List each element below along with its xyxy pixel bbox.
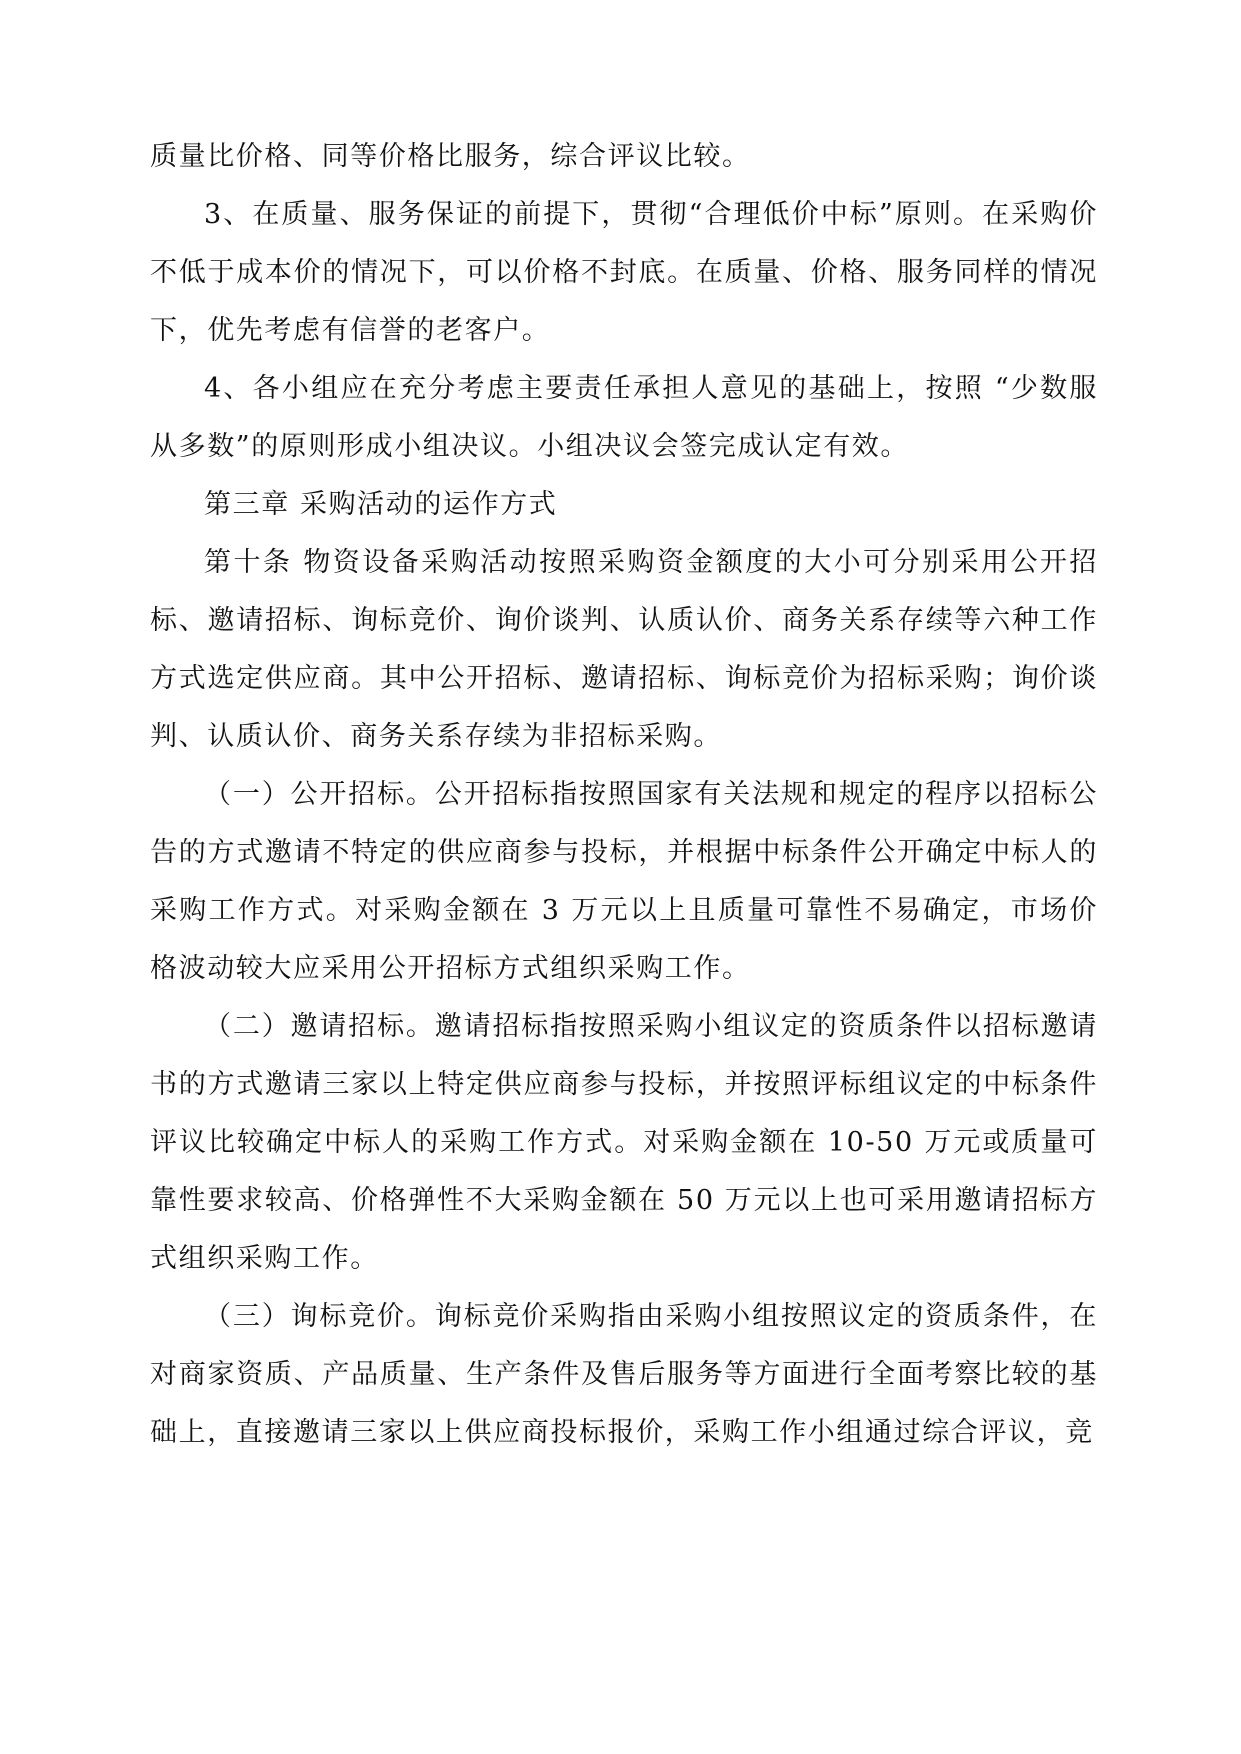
- paragraph-item-4: 4、各小组应在充分考虑主要责任承担人意见的基础上，按照 “少数服从多数”的原则形成小组决议。小组决议会签完成认定有效。: [150, 373, 1098, 462]
- section-public-tender: （一）公开招标。公开招标指按照国家有关法规和规定的程序以招标公告的方式邀请不特定的供应商参与投标，并根据中标条件公开确定中标人的采购工作方式。对采购金额在 3 万元以上且质量可靠性不易确定，市场价格波动较大应采用公开招标方式组织采购工作。: [150, 779, 1098, 984]
- paragraph-continuation: 质量比价格、同等价格比服务，综合评议比较。: [150, 141, 751, 172]
- paragraph-item-3: 3、在质量、服务保证的前提下，贯彻“合理低价中标”原则。在采购价不低于成本价的情况下，可以价格不封底。在质量、价格、服务同样的情况下，优先考虑有信誉的老客户。: [150, 199, 1098, 346]
- section-invited-tender: （二）邀请招标。邀请招标指按照采购小组议定的资质条件以招标邀请书的方式邀请三家以上特定供应商参与投标，并按照评标组议定的中标条件评议比较确定中标人的采购工作方式。对采购金额在 10-50 万元或质量可靠性要求较高、价格弹性不大采购金额在 50 万元以上也可采用邀请招标方式组织采购工作。: [150, 1011, 1098, 1274]
- article-ten: 第十条 物资设备采购活动按照采购资金额度的大小可分别采用公开招标、邀请招标、询标竞价、询价谈判、认质认价、商务关系存续等六种工作方式选定供应商。其中公开招标、邀请招标、询标竞价为招标采购；询价谈判、认质认价、商务关系存续为非招标采购。: [150, 547, 1098, 752]
- section-inquiry-bidding: （三）询标竞价。询标竞价采购指由采购小组按照议定的资质条件，在对商家资质、产品质量、生产条件及售后服务等方面进行全面考察比较的基础上，直接邀请三家以上供应商投标报价，采购工作小组通过综合评议，竞: [150, 1301, 1098, 1448]
- document-body: [150, 128, 1098, 1462]
- chapter-heading: 第三章 采购活动的运作方式: [204, 489, 558, 520]
